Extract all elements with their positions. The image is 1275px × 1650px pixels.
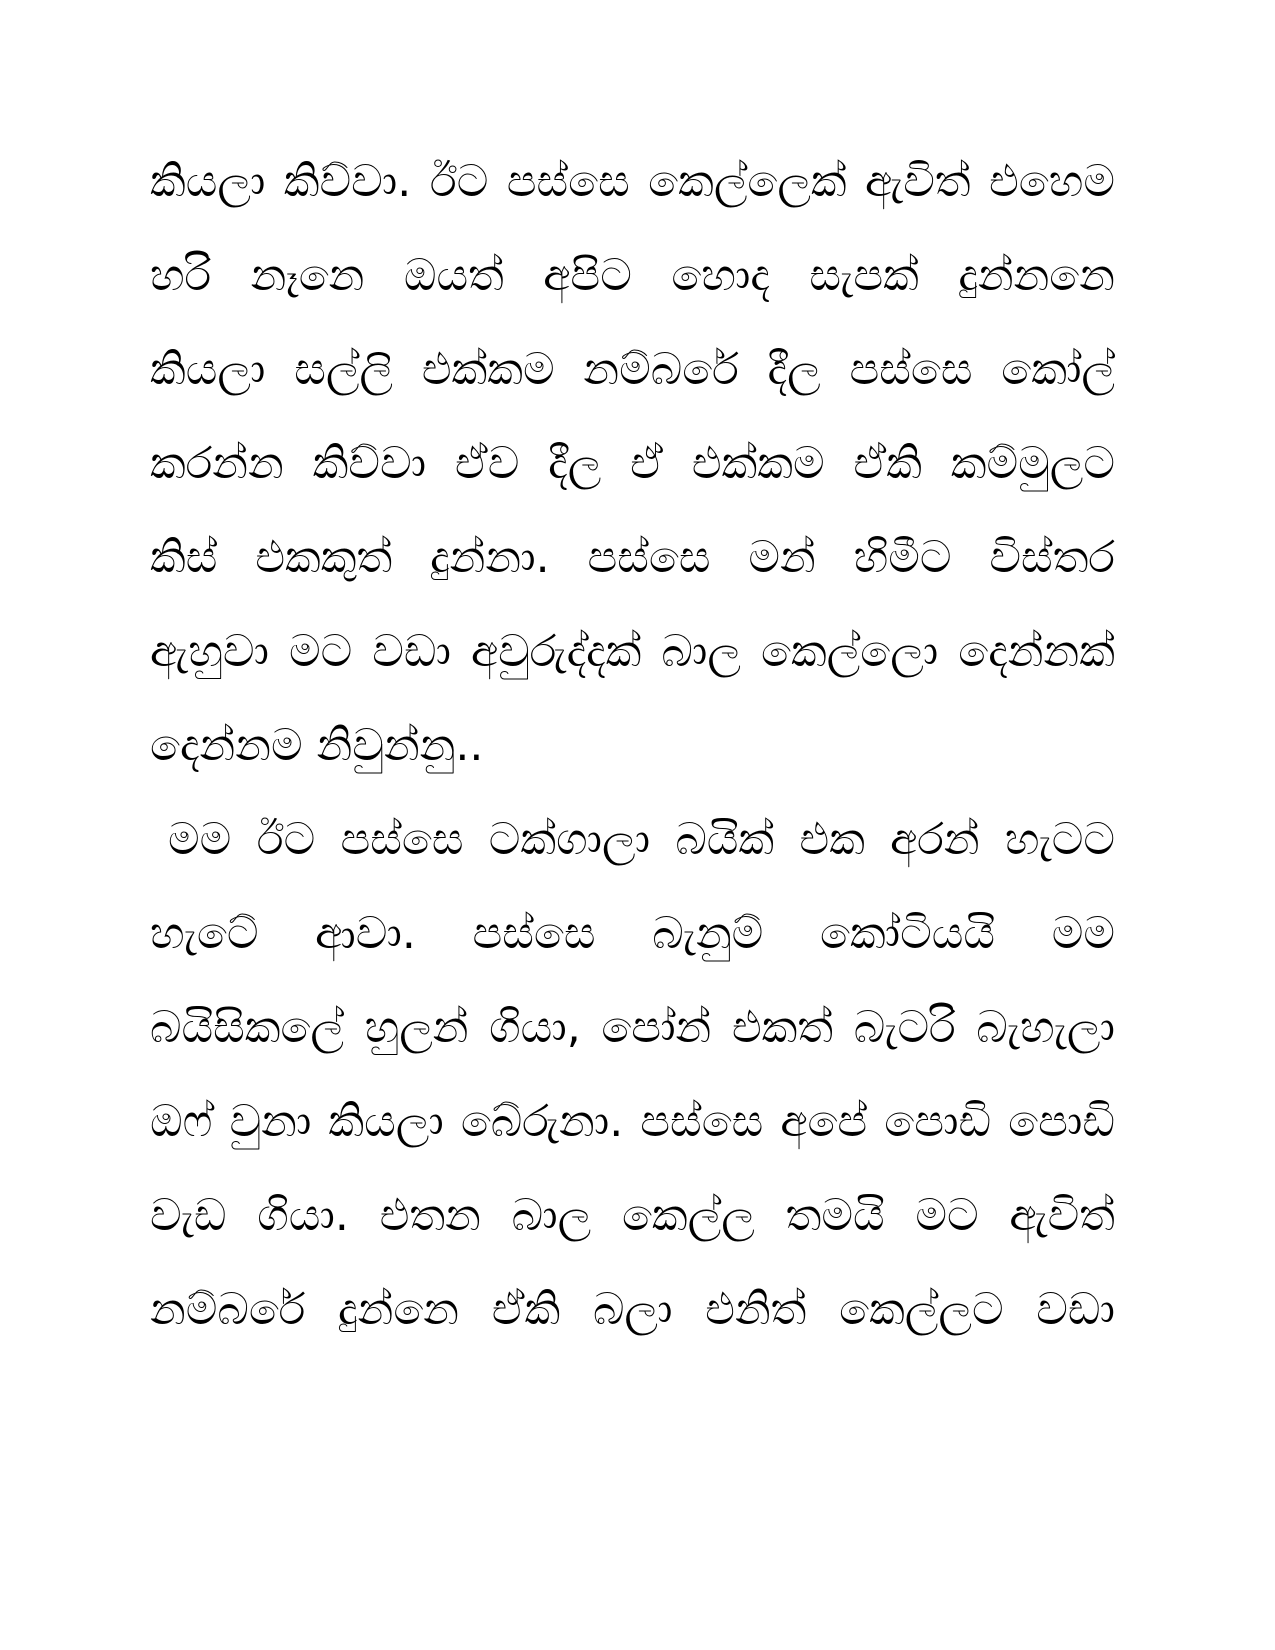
- text-line: ඇහුවා මට වඩා අවුරුද්දක් බාල කෙල්ලො දෙන්නක්: [150, 626, 1115, 677]
- text-line: හැටේ ආවා. පස්සෙ බැනුම් කෝටියයි මම: [150, 908, 1115, 959]
- text-line: බයිසිකලේ හුලන් ගියා, පෝන් එකත් බැටරි බැහැලා: [150, 1002, 1115, 1053]
- text-line: නම්බරේ දුන්නෙ ඒකි බලා එනිත් කෙල්ලට වඩා: [150, 1284, 1115, 1335]
- text-line: ඔෆ් වුනා කියලා බේරුනා. පස්සෙ අපේ පොඩි පොඩි: [150, 1096, 1115, 1147]
- text-line: හරි නෑනෙ ඔයත් අපිට හොද සැපක් දුන්නනෙ: [150, 250, 1115, 301]
- text-line: කිස් එකකුත් දුන්නා. පස්සෙ මන් හිමීට විස්තර: [150, 532, 1115, 583]
- text-line: වැඩ ගියා. එතන බාල කෙල්ල තමයි මට ඇවිත්: [150, 1190, 1115, 1241]
- text-line: මම ඊට පස්සෙ ටක්ගාලා බයික් එක අරන් හැටට: [168, 814, 1115, 865]
- text-line: කියලා කිව්වා. ඊට පස්සෙ කෙල්ලෙක් ඇවිත් එහෙම: [150, 156, 1115, 207]
- text-line: කියලා සල්ලි එක්කම නම්බරේ දීල පස්සෙ කෝල්: [150, 344, 1115, 395]
- text-line: දෙන්නම නිවුන්නු..: [150, 720, 484, 771]
- text-line: කරන්න කිව්වා ඒව දීල ඒ එක්කම ඒකි කම්මුලට: [150, 438, 1115, 489]
